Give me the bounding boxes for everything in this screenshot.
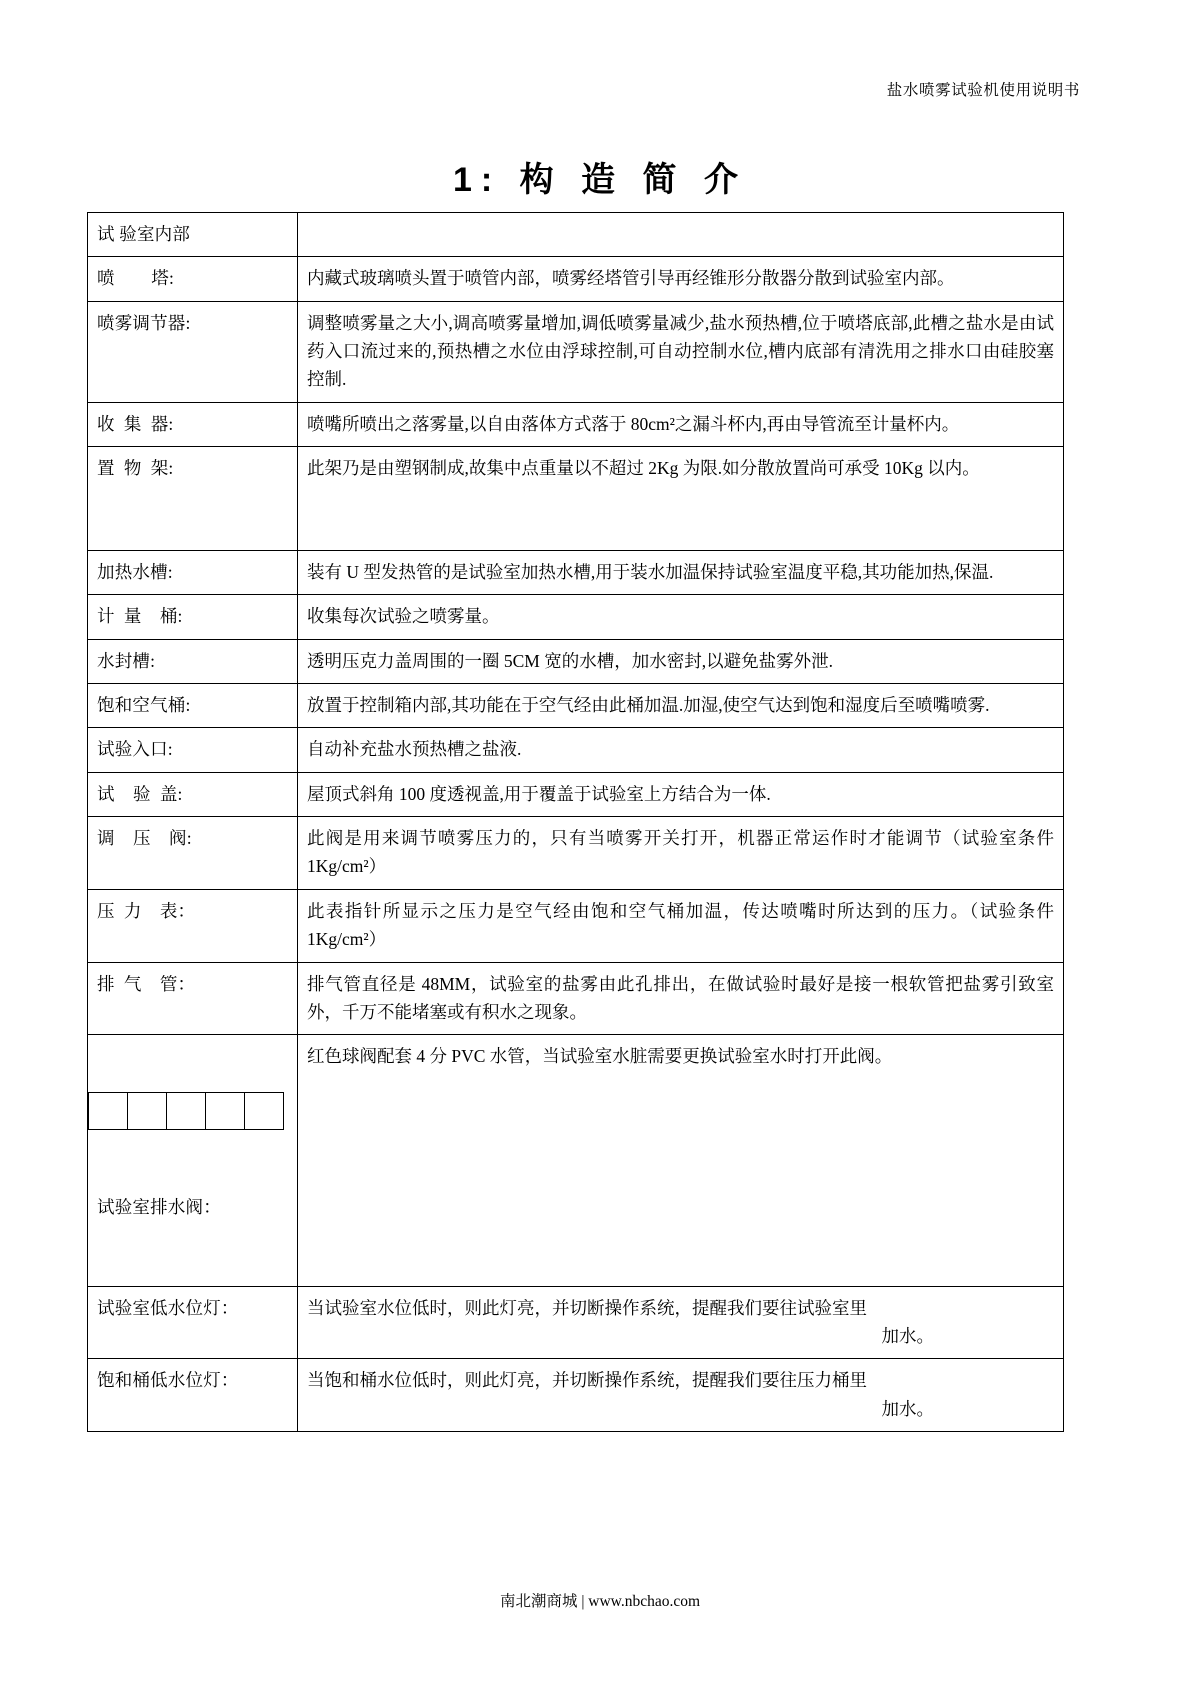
table-row — [88, 639, 1064, 683]
row-description — [298, 1286, 1064, 1359]
row-description: 此架乃是由塑钢制成,故集中点重量以不超过 2Kg 为限.如分散放置尚可承受 10Kg 以内。 — [298, 447, 1064, 551]
grid-box — [167, 1093, 206, 1130]
structure-spec-table — [87, 212, 1064, 1432]
grid-box — [128, 1093, 167, 1130]
table-row — [88, 817, 1064, 890]
table-row — [88, 257, 1064, 301]
row-label: 计 量 桶: — [88, 595, 298, 639]
row-description: 自动补充盐水预热槽之盐液. — [298, 728, 1064, 772]
page-title: 1: 构 造 简 介 — [452, 161, 748, 199]
table-row — [88, 447, 1064, 551]
desc-line-2: 加水。 — [881, 1398, 934, 1419]
row-description: 调整喷雾量之大小,调高喷雾量增加,调低喷雾量减少,盐水预热槽,位于喷塔底部,此槽之盐水是由试药入口流过来的,预热槽之水位由浮球控制,可自动控制水位,槽内底部有清洗用之排水口由硅胶塞控制. — [298, 301, 1064, 402]
row-description: 透明压克力盖周围的一圈 5CM 宽的水槽，加水密封,以避免盐雾外泄. — [298, 639, 1064, 683]
row-label: 喷雾调节器: — [88, 301, 298, 402]
row-label: 试验入口: — [88, 728, 298, 772]
row-label: 置 物 架: — [88, 447, 298, 551]
table-row — [88, 684, 1064, 728]
row-label: 试 验室内部 — [88, 213, 298, 257]
row-label: 试验室低水位灯： — [88, 1286, 298, 1359]
row-label-drain-valve — [88, 1035, 298, 1286]
table-row — [88, 301, 1064, 402]
row-label: 排 气 管： — [88, 962, 298, 1035]
row-label: 收 集 器: — [88, 402, 298, 446]
row-label: 试 验 盖: — [88, 772, 298, 816]
row-description: 此阀是用来调节喷雾压力的，只有当喷雾开关打开，机器正常运作时才能调节（试验室条件 1Kg/cm²） — [298, 817, 1064, 890]
row-description: 喷嘴所喷出之落雾量,以自由落体方式落于 80cm²之漏斗杯内,再由导管流至计量杯内。 — [298, 402, 1064, 446]
table-row — [88, 551, 1064, 595]
running-header: 盐水喷雾试验机使用说明书 — [886, 82, 1080, 99]
table-row — [88, 962, 1064, 1035]
table-row — [88, 595, 1064, 639]
row-description: 此表指针所显示之压力是空气经由饱和空气桶加温，传达喷嘴时所达到的压力。（试验条件 1Kg/cm²） — [298, 889, 1064, 962]
grid-box — [89, 1093, 128, 1130]
row-description — [298, 1359, 1064, 1432]
row-label: 压 力 表： — [88, 889, 298, 962]
page-footer: 南北潮商城 | www.nbchao.com — [499, 1593, 701, 1610]
row-description: 排气管直径是 48MM，试验室的盐雾由此孔排出，在做试验时最好是接一根软管把盐雾引致室外，千万不能堵塞或有积水之现象。 — [298, 962, 1064, 1035]
desc-line-2: 加水。 — [881, 1325, 934, 1346]
checkbox-grid — [88, 1092, 284, 1130]
row-description: 内藏式玻璃喷头置于喷管内部，喷雾经塔管引导再经锥形分散器分散到试验室内部。 — [298, 257, 1064, 301]
drain-valve-label: 试验室排水阀： — [97, 1196, 221, 1217]
row-description: 红色球阀配套 4 分 PVC 水管，当试验室水脏需要更换试验室水时打开此阀。 — [298, 1035, 1064, 1286]
grid-box — [206, 1093, 245, 1130]
table-row — [88, 728, 1064, 772]
desc-line-1: 当饱和桶水位低时，则此灯亮，并切断操作系统，提醒我们要往压力桶里 — [307, 1370, 867, 1391]
table-row-drain-valve — [88, 1035, 1064, 1286]
row-description: 放置于控制箱内部,其功能在于空气经由此桶加温.加湿,使空气达到饱和湿度后至喷嘴喷雾. — [298, 684, 1064, 728]
table-row — [88, 402, 1064, 446]
table-row — [88, 1286, 1064, 1359]
desc-line-1: 当试验室水位低时，则此灯亮，并切断操作系统，提醒我们要往试验室里 — [307, 1297, 867, 1318]
table-row — [88, 889, 1064, 962]
row-label: 调 压 阀: — [88, 817, 298, 890]
row-label: 饱和桶低水位灯： — [88, 1359, 298, 1432]
row-label: 饱和空气桶: — [88, 684, 298, 728]
row-label: 水封槽: — [88, 639, 298, 683]
row-description: 装有 U 型发热管的是试验室加热水槽,用于装水加温保持试验室温度平稳,其功能加热,保温. — [298, 551, 1064, 595]
table-row — [88, 213, 1064, 257]
table-row — [88, 1359, 1064, 1432]
table-row — [88, 772, 1064, 816]
row-description: 收集每次试验之喷雾量。 — [298, 595, 1064, 639]
row-description: 屋顶式斜角 100 度透视盖,用于覆盖于试验室上方结合为一体. — [298, 772, 1064, 816]
grid-box — [245, 1093, 284, 1130]
row-description — [298, 213, 1064, 257]
row-label: 加热水槽: — [88, 551, 298, 595]
row-label: 喷 塔: — [88, 257, 298, 301]
